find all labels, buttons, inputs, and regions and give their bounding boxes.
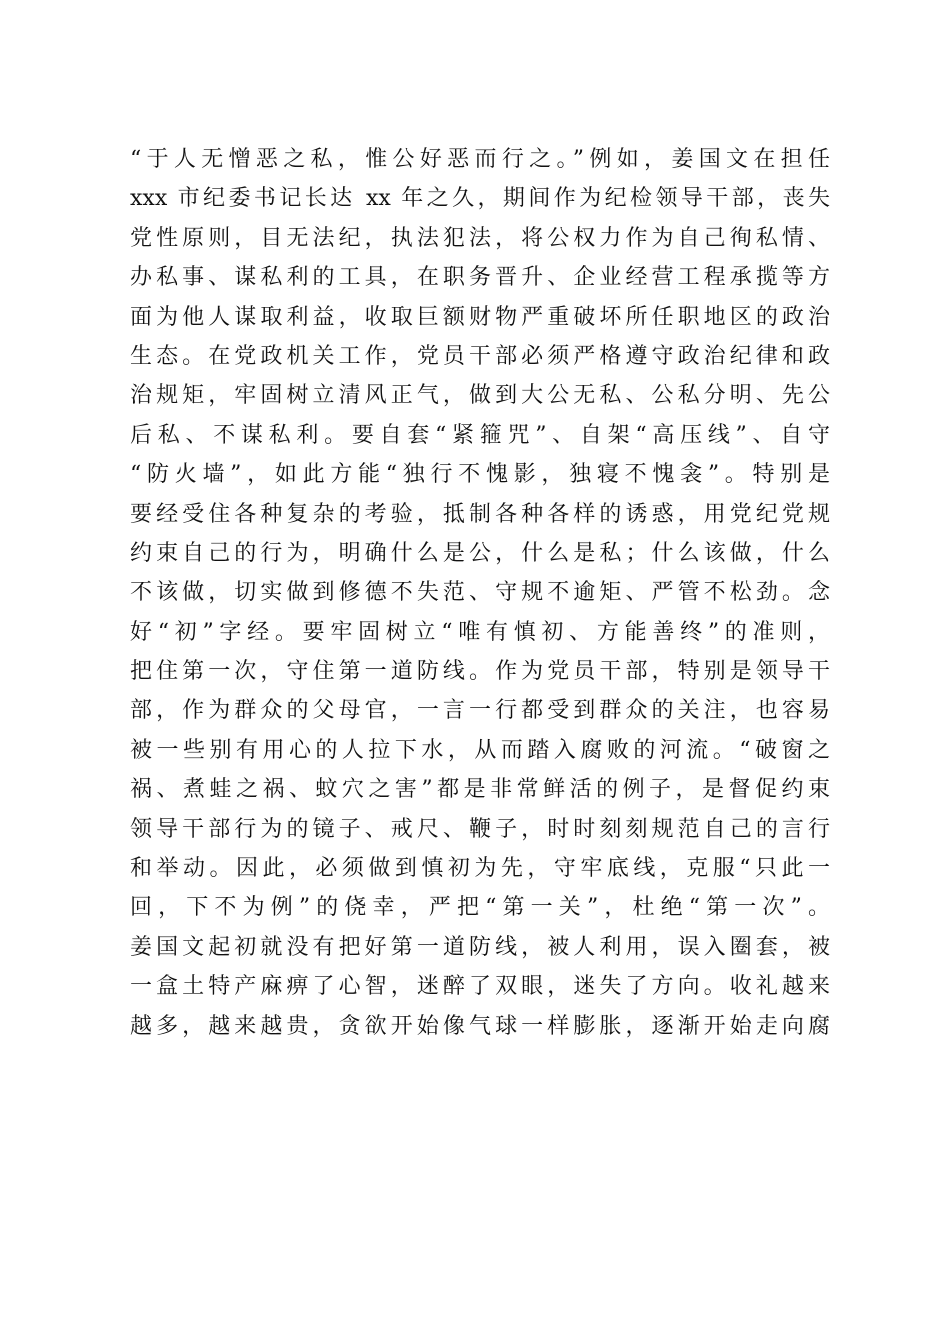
text-line: 不该做，切实做到修德不失范、守规不逾矩、严管不松劲。念 [130, 580, 830, 606]
text-line: 后私、不谋私利。要自套“紧箍咒”、自架“高压线”、自守 [130, 422, 830, 448]
text-line: 领导干部行为的镜子、戒尺、鞭子，时时刻刻规范自己的言行 [130, 816, 830, 842]
text-line: “于人无憎恶之私，惟公好恶而行之。”例如，姜国文在担任 [130, 147, 830, 172]
text-line: 党性原则，目无法纪，执法犯法，将公权力作为自己徇私情、 [130, 225, 830, 251]
text-line: 生态。在党政机关工作，党员干部必须严格遵守政治纪律和政 [130, 343, 830, 369]
text-line: 越多，越来越贵，贪欲开始像气球一样膨胀，逐渐开始走向腐 [130, 1013, 830, 1039]
text-line: 把住第一次，守住第一道防线。作为党员干部，特别是领导干 [130, 659, 830, 685]
text-line: 姜国文起初就没有把好第一道防线，被人利用，误入圈套，被 [130, 934, 830, 960]
text-line: 被一些别有用心的人拉下水，从而踏入腐败的河流。“破窗之 [130, 737, 830, 763]
text-line: 和举动。因此，必须做到慎初为先，守牢底线，克服“只此一 [130, 856, 830, 882]
text-line: “防火墙”，如此方能“独行不愧影，独寝不愧衾”。特别是 [130, 462, 830, 488]
text-line: 祸、煮蛙之祸、蚊穴之害”都是非常鲜活的例子，是督促约束 [130, 777, 830, 803]
text-line: 面为他人谋取利益，收取巨额财物严重破坏所任职地区的政治 [130, 304, 830, 330]
text-line: 一盒土特产麻痹了心智，迷醉了双眼，迷失了方向。收礼越来 [130, 974, 830, 1000]
text-line: 好“初”字经。要牢固树立“唯有慎初、方能善终”的准则， [130, 619, 830, 645]
text-line: xxx 市纪委书记长达 xx 年之久，期间作为纪检领导干部，丧失 [130, 186, 830, 212]
text-line: 办私事、谋私利的工具，在职务晋升、企业经营工程承揽等方 [130, 265, 830, 291]
text-line: 要经受住各种复杂的考验，抵制各种各样的诱惑，用党纪党规 [130, 501, 830, 527]
text-line: 治规矩，牢固树立清风正气，做到大公无私、公私分明、先公 [130, 383, 830, 409]
text-line: 回，下不为例”的侥幸，严把“第一关”，杜绝“第一次”。 [130, 895, 830, 921]
text-line: 约束自己的行为，明确什么是公，什么是私；什么该做，什么 [130, 540, 830, 566]
text-line: 部，作为群众的父母官，一言一行都受到群众的关注，也容易 [130, 698, 830, 724]
body-paragraph [130, 140, 830, 1046]
